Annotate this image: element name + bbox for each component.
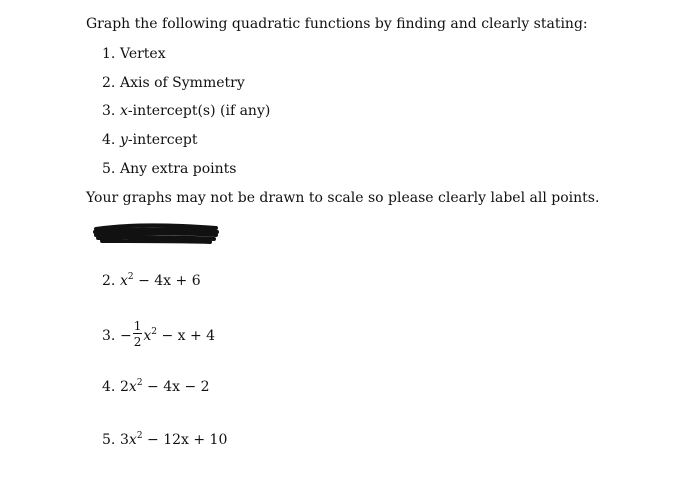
expr-rest: − x + 4 — [157, 328, 216, 344]
list-text: Vertex — [120, 46, 166, 62]
list-item — [102, 133, 197, 147]
list-item — [102, 76, 245, 90]
fraction-numerator: 1 — [133, 319, 142, 333]
list-variable: y — [120, 132, 128, 148]
problem-number: 2. — [102, 273, 116, 289]
list-item — [102, 104, 270, 118]
expr-rest: − 4x − 2 — [142, 379, 210, 395]
fraction — [133, 320, 143, 348]
problem-number: 5. — [102, 432, 116, 448]
expr-sign: − — [120, 328, 132, 344]
problem-2 — [102, 274, 201, 288]
list-number: 2. — [102, 75, 116, 91]
problem-5 — [102, 433, 227, 447]
list-number: 3. — [102, 103, 116, 119]
expr-var: x — [120, 273, 128, 289]
expr-rest: − 4x + 6 — [133, 273, 201, 289]
list-text: Axis of Symmetry — [120, 75, 245, 91]
instruction-text: Graph the following quadratic functions by finding and clearly stating: — [86, 16, 588, 32]
list-number: 1. — [102, 46, 116, 62]
expr-exponent: 2 — [151, 327, 158, 337]
expr-exponent: 2 — [127, 272, 134, 282]
fraction-denominator: 2 — [133, 335, 142, 349]
expr-exponent: 2 — [136, 378, 143, 388]
problem-number: 3. — [102, 328, 116, 344]
list-text: -intercept(s) (if any) — [127, 103, 271, 119]
list-item — [102, 162, 236, 176]
problem-4 — [102, 380, 210, 394]
expr-coef: 2 — [120, 379, 129, 395]
problem-3 — [102, 319, 216, 350]
list-variable: x — [120, 103, 128, 119]
list-text: Any extra points — [120, 161, 237, 177]
list-item — [102, 47, 166, 61]
redaction-scribble — [92, 220, 220, 246]
expr-coef: 3 — [120, 432, 129, 448]
list-text: -intercept — [127, 132, 198, 148]
expr-var: x — [143, 328, 152, 344]
list-number: 4. — [102, 132, 116, 148]
expr-rest: − 12x + 10 — [142, 432, 228, 448]
note-text: Your graphs may not be drawn to scale so please clearly label all points. — [86, 190, 600, 206]
list-number: 5. — [102, 161, 116, 177]
expr-exponent: 2 — [136, 431, 143, 441]
expr-var: x — [128, 379, 137, 395]
expr-var: x — [128, 432, 137, 448]
problem-number: 4. — [102, 379, 116, 395]
